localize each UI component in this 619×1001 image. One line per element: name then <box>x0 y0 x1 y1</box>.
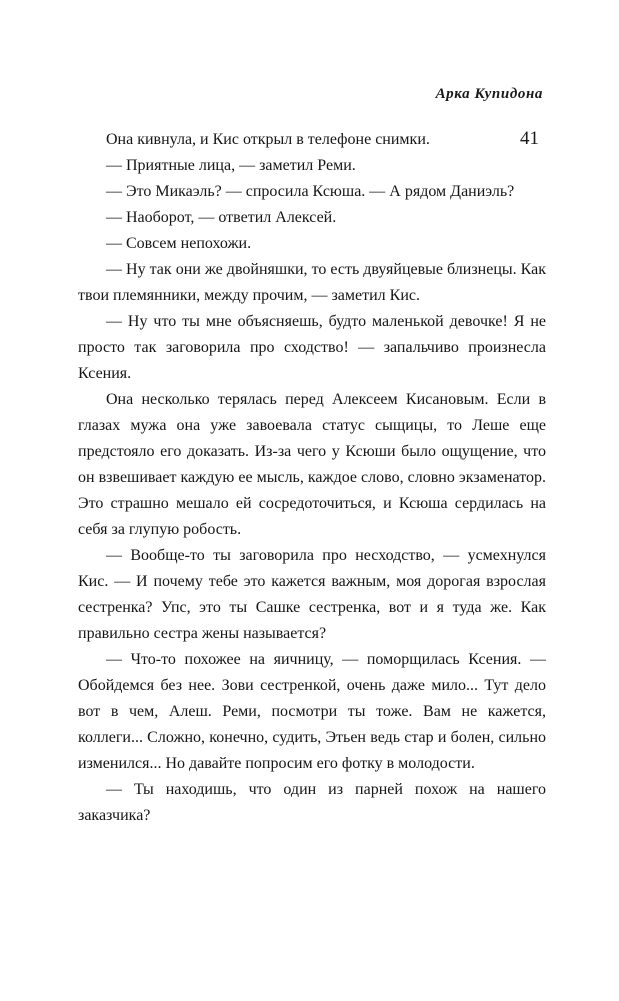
paragraph: — Вообще-то ты заговорила про несходство, — усмехнулся Кис. — И почему тебе это кажется важным, моя дорогая взрослая сестренка? Упс, это ты Сашке сестренка, вот и я туда же. Как правильно сестра жены называется? <box>78 547 546 642</box>
paragraph: — Приятные лица, — заметил Реми. <box>106 157 356 174</box>
paragraph: Она кивнула, и Кис открыл в телефоне снимки. <box>106 131 430 148</box>
paragraph: — Это Микаэль? — спросила Ксюша. — А рядом Даниэль? <box>106 183 515 200</box>
paragraph: — Ну так они же двойняшки, то есть двуяйцевые близнецы. Как твои племянники, между прочим, — заметил Кис. <box>78 261 546 304</box>
body-text <box>78 127 546 829</box>
paragraph: — Что-то похожее на яичницу, — поморщилась Ксения. — Обойдемся без нее. Зови сестренкой, очень даже мило... Тут дело вот в чем, Алеш. Реми, посмотри ты тоже. Вам не кажется, коллеги... Сложно, конечно, судить, Этьен ведь стар и болен, сильно изменился... Но давайте попросим его фотку в молодости. <box>78 651 546 772</box>
paragraph: — Ну что ты мне объясняешь, будто маленькой девочке! Я не просто так заговорила про сходство! — запальчиво произнесла Ксения. <box>78 313 546 382</box>
page-number: 41 <box>520 128 539 149</box>
paragraph: — Ты находишь, что один из парней похож на нашего заказчика? <box>78 781 546 824</box>
paragraph: — Наоборот, — ответил Алексей. <box>106 209 337 226</box>
paragraph: Она несколько терялась перед Алексеем Кисановым. Если в глазах мужа она уже завоевала статус сыщицы, то Леше еще предстояло его доказать. Из-за чего у Ксюши было ощущение, что он взвешивает каждую ее мысль, каждое слово, словно экзаменатор. Это страшно мешало ей сосредоточиться, и Ксюша сердилась на себя за глупую робость. <box>78 391 546 538</box>
running-title: Арка Купидона <box>435 86 543 102</box>
paragraph: — Совсем непохожи. <box>106 235 252 252</box>
